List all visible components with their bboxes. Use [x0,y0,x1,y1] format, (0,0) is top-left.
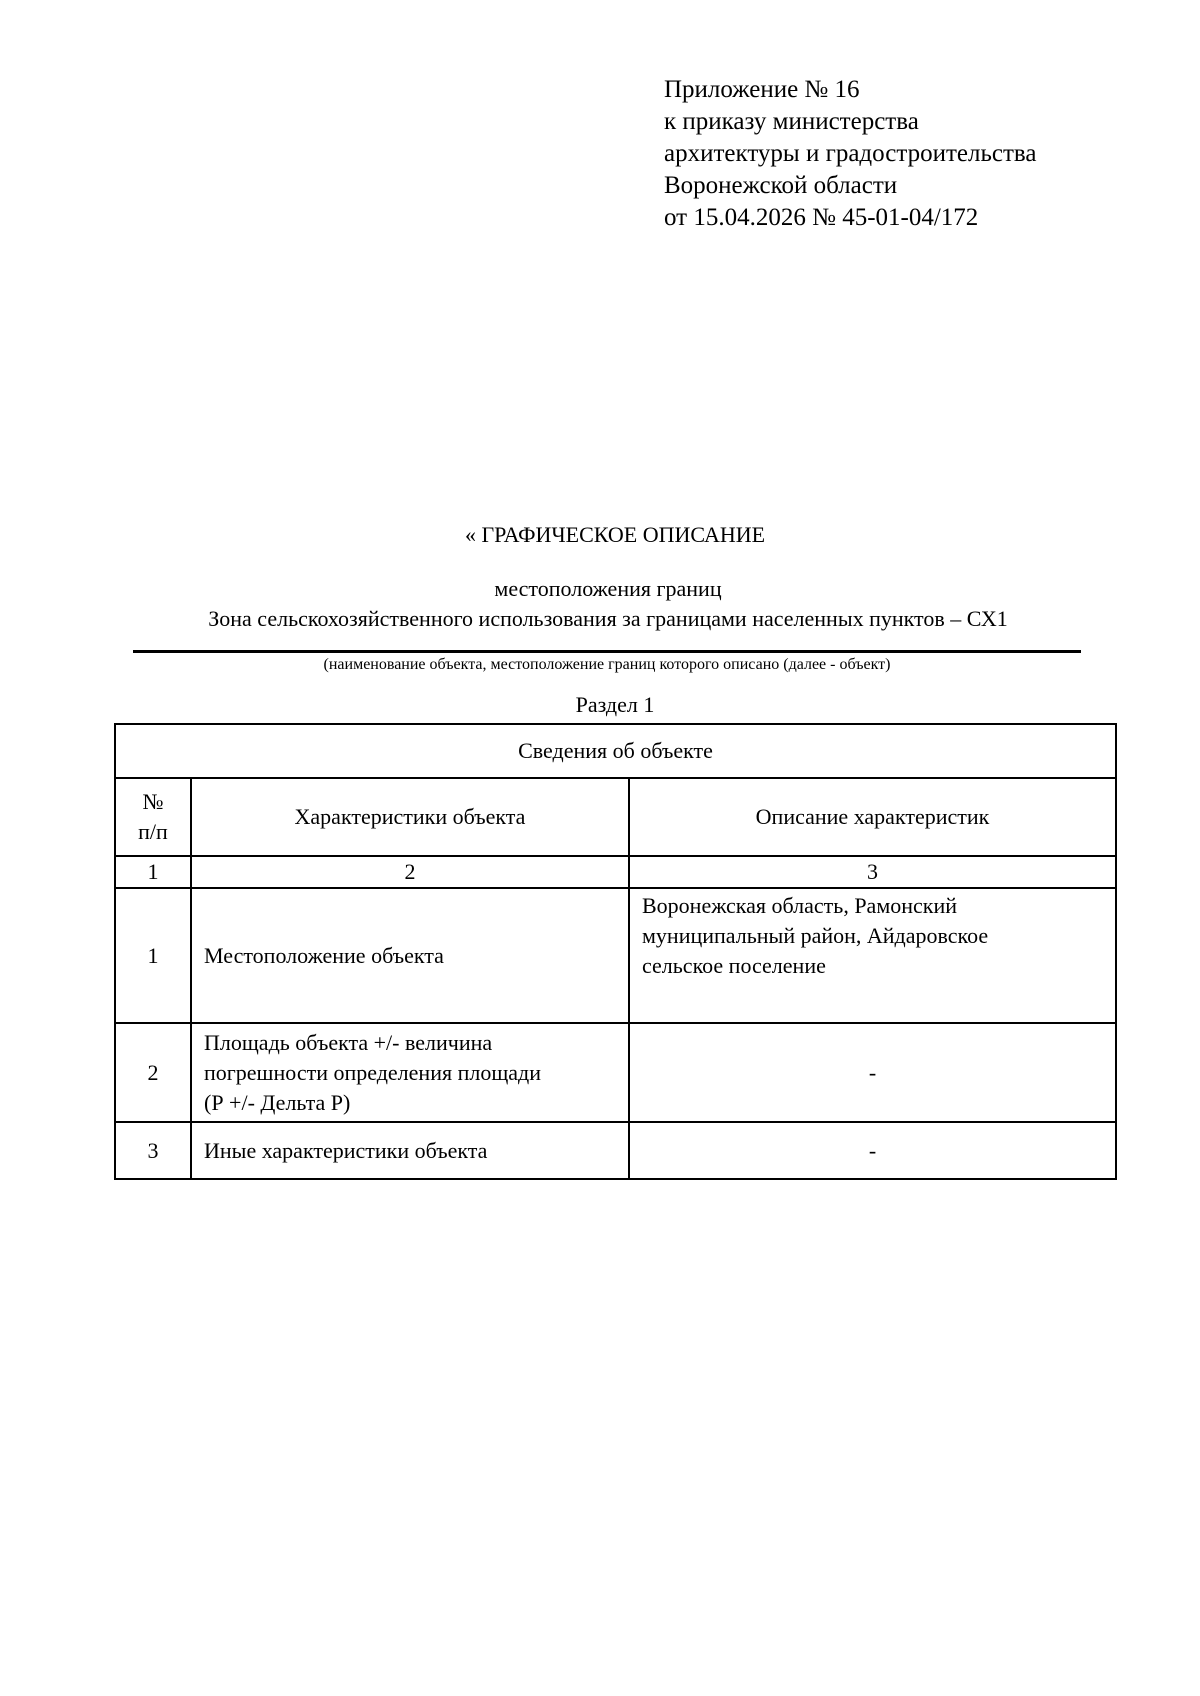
object-name-underline [133,650,1081,653]
table-title-row [115,724,1116,778]
column-number: 3 [629,856,1116,888]
appendix-line: к приказу министерства [664,108,919,135]
column-number: 1 [115,856,191,888]
description-line: Воронежская область, Рамонский [642,893,958,918]
row-characteristic: Иные характеристики объекта [191,1122,629,1179]
section-label: Раздел 1 [575,692,655,717]
header-description: Описание характеристик [629,778,1116,856]
row-characteristic: Местоположение объекта [191,888,629,1023]
characteristic-line: (Р +/- Дельта Р) [204,1089,351,1115]
description-line: сельское поселение [642,953,826,978]
row-characteristic [191,1023,629,1122]
appendix-block [664,74,1036,234]
table-header-row [115,778,1116,856]
document-title: « ГРАФИЧЕСКОЕ ОПИСАНИЕ [464,522,766,547]
characteristic-line: Площадь объекта +/- величина [204,1029,493,1055]
object-info-table [114,723,1117,1180]
row-number: 2 [115,1023,191,1122]
appendix-line: Воронежской области [664,172,898,199]
table-row [115,1122,1116,1179]
object-name: Зона сельскохозяйственного использования за границами населенных пунктов – СХ1 [208,606,1008,631]
header-number-line: № [142,789,164,814]
appendix-line: архитектуры и градостроительства [664,140,1037,167]
header-number-line: п/п [138,819,168,844]
row-description: - [629,1122,1116,1179]
document-subtitle: местоположения границ [494,576,722,601]
table-row [115,1023,1116,1122]
column-number-row [115,856,1116,888]
row-number: 1 [115,888,191,1023]
table-row [115,888,1116,1023]
characteristic-line: погрешности определения площади [204,1059,542,1085]
description-line: муниципальный район, Айдаровское [642,923,989,948]
appendix-line: от 15.04.2026 № 45-01-04/172 [664,204,979,231]
row-description: - [629,1023,1116,1122]
object-caption: (наименование объекта, местоположение границ которого описано (далее - объект) [323,656,891,673]
appendix-line: Приложение № 16 [664,76,860,103]
header-number [115,778,191,856]
header-characteristics: Характеристики объекта [191,778,629,856]
row-number: 3 [115,1122,191,1179]
column-number: 2 [191,856,629,888]
table-title: Сведения об объекте [115,724,1116,778]
row-description [629,888,1116,1023]
